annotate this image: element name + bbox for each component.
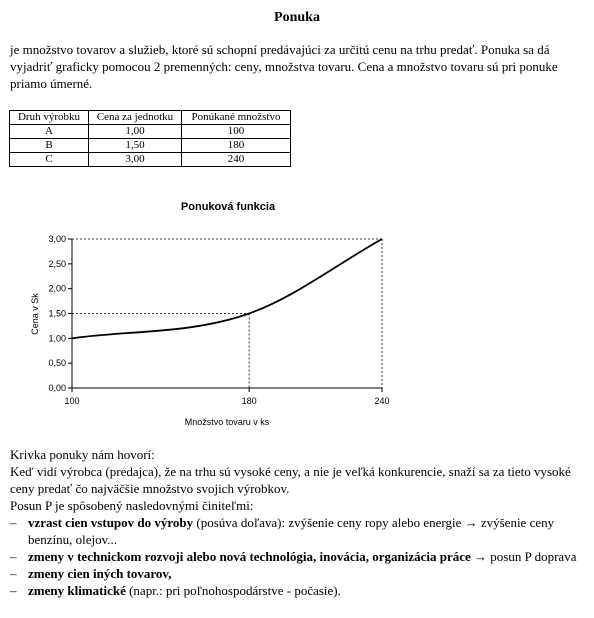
y-tick-label: 1,50 xyxy=(48,308,66,319)
dash-bullet: – xyxy=(10,549,17,564)
list-item-bold: zmeny cien iných tovarov, xyxy=(28,566,172,581)
y-tick-label: 3,00 xyxy=(48,234,66,244)
table-cell: 3,00 xyxy=(89,153,182,167)
list-item-text: (posúva doľava): zvýšenie ceny ropy alebo energie → zvýšenie ceny benzínu, olejov... xyxy=(28,515,555,547)
supply-table xyxy=(9,110,291,167)
dash-bullet: – xyxy=(10,583,17,598)
y-tick-label: 0,50 xyxy=(48,358,66,369)
table-cell: 100 xyxy=(182,125,291,139)
list-item-bold: vzrast cien vstupov do výroby xyxy=(28,515,194,530)
dash-bullet: – xyxy=(10,515,17,530)
x-axis-label: Množstvo tovaru v ks xyxy=(184,417,270,427)
x-tick-label: 240 xyxy=(374,396,390,406)
y-tick-label: 1,00 xyxy=(48,333,66,344)
explanation-line: Krivka ponuky nám hovorí: xyxy=(10,447,155,462)
table-row xyxy=(10,125,291,139)
list-item xyxy=(10,548,586,565)
list-item-text: → posun P doprava xyxy=(470,549,577,564)
list-item-bold: zmeny klimatické xyxy=(28,583,126,598)
chart-title: Ponuková funkcia xyxy=(180,201,276,213)
list-item xyxy=(10,565,586,582)
table-cell: A xyxy=(10,125,89,139)
y-tick-label: 2,00 xyxy=(48,283,66,294)
supply-chart xyxy=(0,220,420,434)
y-axis-label: Cena v Sk xyxy=(30,293,40,335)
list-item xyxy=(10,514,586,548)
table-header-cell: Cena za jednotku xyxy=(89,111,182,125)
list-item-text: (napr.: pri poľnohospodárstve - počasie). xyxy=(125,583,341,598)
list-item-bold: zmeny v technickom rozvoji alebo nová technológia, inovácia, organizácia práce xyxy=(28,549,471,564)
table-row xyxy=(10,139,291,153)
explanation-line: Posun P je spôsobený nasledovnými činiteľmi: xyxy=(10,498,254,513)
supply-curve xyxy=(72,239,382,338)
table-header-cell: Druh výrobku xyxy=(10,111,89,125)
explanation-text xyxy=(10,446,586,599)
table-cell: 1,50 xyxy=(89,139,182,153)
x-tick-label: 100 xyxy=(64,396,80,406)
table-cell: 1,00 xyxy=(89,125,182,139)
table-header-cell: Ponúkané množstvo xyxy=(182,111,291,125)
table-header-row xyxy=(10,111,291,125)
chart-plot-area xyxy=(48,234,389,406)
y-tick-label: 2,50 xyxy=(48,258,66,269)
dash-bullet: – xyxy=(10,566,17,581)
table-cell: 180 xyxy=(182,139,291,153)
page-title: Ponuka xyxy=(274,10,320,25)
x-tick-label: 180 xyxy=(241,396,257,406)
table-row xyxy=(10,153,291,167)
intro-paragraph: je množstvo tovarov a služieb, ktoré sú schopní predávajúci za určitú cenu na trhu predať. Ponuka sa dá vyjadriť graficky pomocou 2 premenných: ceny, množstva tovaru. Cena a množstvo tovaru sú pri ponuke priamo úmerné. xyxy=(10,42,558,91)
explanation-line: Keď vidí výrobca (predajca), že na trhu sú vysoké ceny, a nie je veľká konkurencie, snaží sa za tieto vysoké ceny predať čo najväčšie množstvo svojich výrobkov. xyxy=(10,464,571,496)
table-cell: C xyxy=(10,153,89,167)
list-item xyxy=(10,582,586,599)
table-cell: B xyxy=(10,139,89,153)
table-cell: 240 xyxy=(182,153,291,167)
y-tick-label: 0,00 xyxy=(48,383,66,393)
